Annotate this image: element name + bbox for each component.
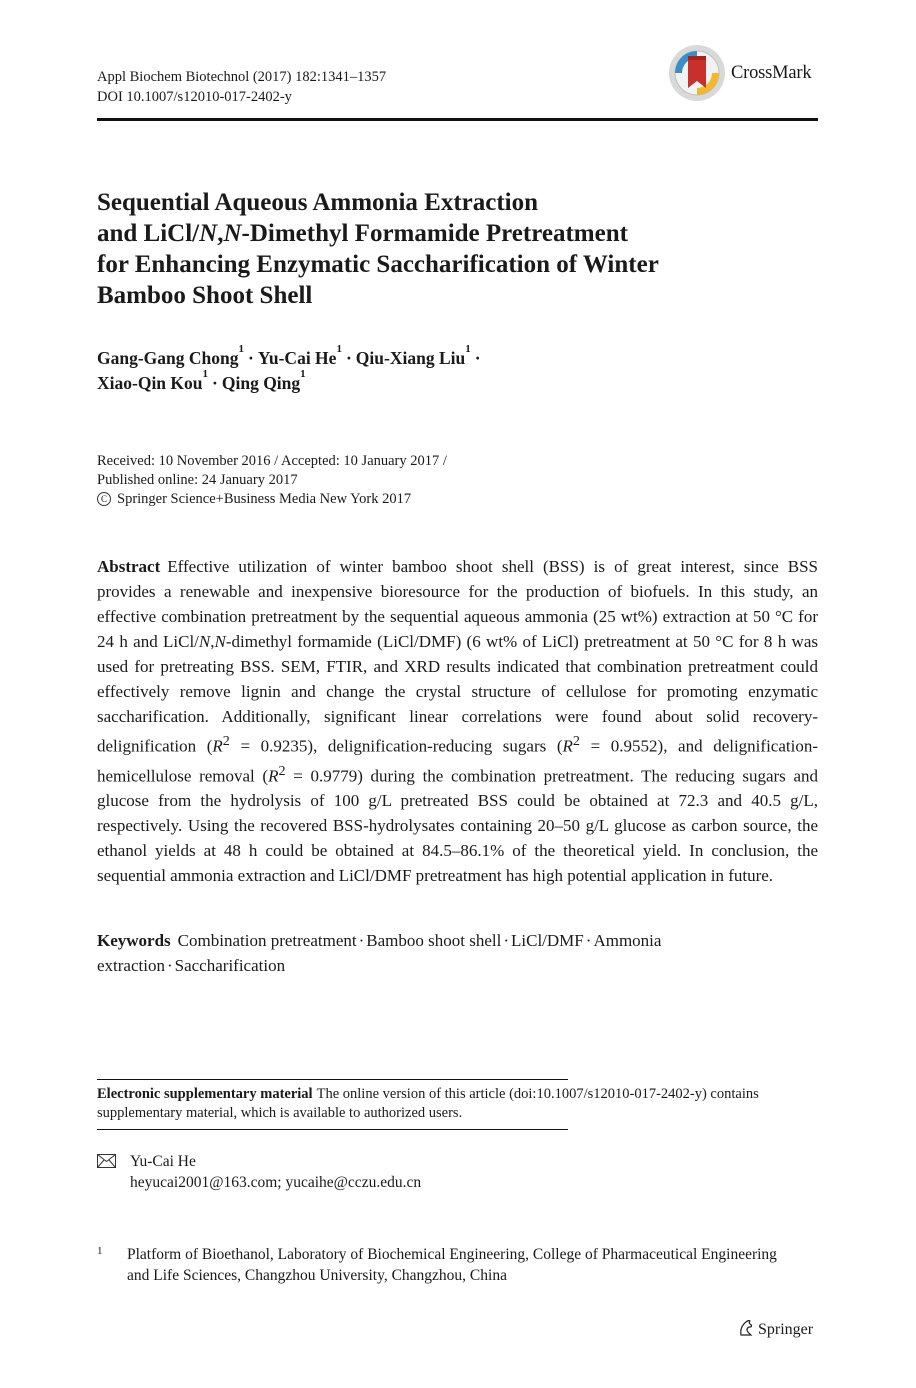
article-title [97, 187, 817, 311]
published-online: Published online: 24 January 2017 [97, 472, 298, 488]
keywords-label: Keywords [97, 931, 171, 950]
abstract: Abstract Effective utilization of winter bamboo shoot shell (BSS) is of great interest, since BSS provides a renewable and inexpensive bioresource for the production of biofuels. In this study, an effective combination pretreatment by the sequential aqueous ammonia (25 wt%) extraction at 50 °C for 24 h and LiCl/N,N-dimethyl formamide (LiCl/DMF) (6 wt% of LiCl) pretreatment at 50 °C for 8 h was used for pretreating BSS. SEM, FTIR, and XRD results indicated that combination pretreatment could effectively remove lignin and change the crystal structure of cellulose for promoting enzymatic saccharification. Additionally, significant linear correlations were found about solid recovery-delignification $(R^2 = 0.9235)$, delignification-reducing sugars $(R^2 = 0.9552)$, and delignification-hemicellulose removal $(R^2 = 0.9779)$ during the combination pretreatment. The reducing sugars and glucose from the hydrolysis of 100 g/L pretreated BSS could be obtained at 72.3 and 40.5 g/L, respectively. Using the recovered BSS-hydrolysates containing 20–50 g/L glucose as carbon source, the ethanol yields at 48 h could be obtained at 84.5–86.1% of the theoretical yield. In conclusion, the sequential ammonia extraction and LiCl/DMF pretreatment has high potential application in future. [97, 557, 818, 886]
keyword[interactable]: Saccharification [174, 956, 286, 975]
keyword[interactable]: LiCl/DMF [511, 931, 584, 950]
title-line-1: Sequential Aqueous Ammonia Extraction [97, 189, 539, 216]
crossmark-label: CrossMark [731, 63, 812, 83]
affiliation-text: Platform of Bioethanol, Laboratory of Biochemical Engineering, College of Pharmaceutical Engineering and Life Sciences, Changzhou University, Changzhou, China [127, 1246, 777, 1284]
received-accepted: Received: 10 November 2016 / Accepted: 10 January 2017 / [97, 453, 447, 469]
title-line-3: for Enhancing Enzymatic Saccharification of Winter [97, 251, 659, 278]
keyword[interactable]: Bamboo shoot shell [366, 931, 502, 950]
article-doi[interactable]: DOI 10.1007/s12010-017-2402-y [97, 89, 292, 105]
header-divider [97, 118, 818, 121]
journal-citation: Appl Biochem Biotechnol (2017) 182:1341–1357 [97, 69, 387, 85]
author-list: Gang-Gang Chong$^1$ · Yu-Cai $He^1$ · Qiu-Xiang Liu$^1$ · Xiao-Qin Kou$^1$ · Qing Qing$^1$ [97, 343, 481, 393]
author-name[interactable]: Gang-Gang Chong$^1$ [97, 343, 244, 368]
copyright: C Springer Science+Business Media New York 2017 [97, 490, 447, 509]
affiliation-number: 1 [97, 1245, 103, 1257]
author-name[interactable]: Yu-Cai He$^1$ [257, 343, 342, 368]
crossmark-badge[interactable] [668, 44, 828, 102]
keywords: Keywords Combination pretreatment · Bamboo shoot shell · LiCl/DMF · Ammonia extraction · Saccharification [97, 931, 662, 975]
footnote-divider-bottom [97, 1129, 568, 1130]
publication-dates [97, 452, 447, 509]
journal-header [97, 67, 386, 107]
corresponding-emails[interactable]: heyucai2001@163.com; yucaihe@cczu.edu.cn [130, 1174, 422, 1191]
author-name[interactable]: Xiao-Qin Kou$^1$ [97, 368, 209, 393]
envelope-icon [97, 1154, 116, 1168]
corresponding-name: Yu-Cai He [130, 1153, 196, 1170]
title-line-2: and LiCl/N,N-Dimethyl Formamide Pretreatment [97, 220, 628, 247]
supplementary-label: Electronic supplementary material [97, 1086, 313, 1102]
keyword[interactable]: Ammonia extraction [97, 931, 662, 975]
title-line-4: Bamboo Shoot Shell [97, 282, 313, 309]
copyright-icon: C [97, 492, 111, 506]
keyword[interactable]: Combination pretreatment [177, 931, 357, 950]
affiliation [97, 1244, 797, 1286]
author-name[interactable]: Qing Qing$^1$ [221, 368, 306, 393]
springer-horse-icon [737, 1319, 755, 1337]
author-name[interactable]: Qiu-Xiang Liu$^1$ [355, 343, 471, 368]
footnote-divider-top [97, 1079, 568, 1080]
springer-logo [737, 1319, 813, 1339]
corresponding-author [97, 1151, 421, 1193]
springer-label: Springer [758, 1321, 814, 1338]
crossmark-icon [668, 44, 728, 102]
abstract-label: Abstract [97, 557, 161, 576]
supplementary-note: Electronic supplementary material The online version of this article (doi:10.1007/s12010-017-2402-y) contains supplementary material, which is available to authorized users. [97, 1086, 759, 1121]
